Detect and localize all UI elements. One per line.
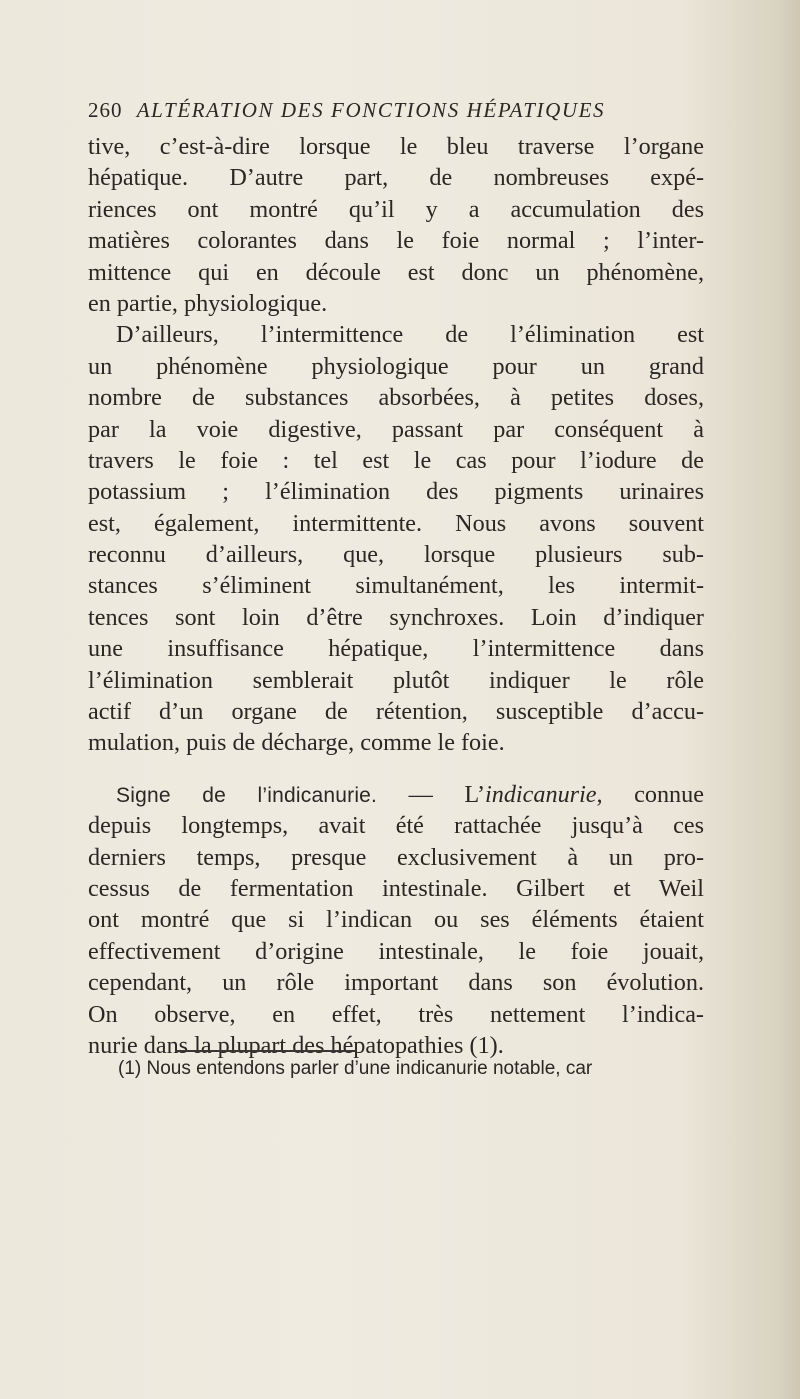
text-line: derniers temps, presque exclusivement à un pro- bbox=[88, 843, 704, 871]
heading-dash: — bbox=[377, 780, 465, 808]
text-line: matières colorantes dans le foie normal ; l’inter- bbox=[88, 227, 704, 255]
text-line: cependant, un rôle important dans son évolution. bbox=[88, 969, 704, 997]
text-line: actif d’un organe de rétention, susceptible d’accu- bbox=[88, 698, 704, 726]
section-heading-line bbox=[88, 779, 704, 810]
text-line: stances s’éliminent simultanément, les intermit- bbox=[88, 572, 704, 600]
text-line: D’ailleurs, l’intermittence de l’élimination est bbox=[116, 321, 704, 349]
text-line: tive, c’est-à-dire lorsque le bleu traverse l’organe bbox=[88, 133, 704, 160]
text-line: en partie, physiologique. bbox=[88, 289, 328, 317]
footnote-rule bbox=[175, 1050, 357, 1052]
text-line: est, également, intermittente. Nous avons souvent bbox=[88, 509, 704, 537]
text-line: riences ont montré qu’il y a accumulation des bbox=[88, 195, 704, 223]
text-line: ont montré que si l’indican ou ses éléments étaient bbox=[88, 906, 704, 934]
footnote: (1) Nous entendons parler d’une indicanurie notable, car bbox=[118, 1058, 593, 1079]
section-heading: Signe de l’indicanurie. bbox=[116, 783, 378, 807]
page-number: 260 bbox=[88, 98, 123, 122]
text-line: hépatique. D’autre part, de nombreuses expé- bbox=[88, 164, 704, 192]
text-line: effectivement d’origine intestinale, le foie jouait, bbox=[88, 937, 704, 965]
body-text bbox=[88, 131, 704, 1061]
running-header bbox=[88, 98, 708, 123]
term-italic: indicanurie, bbox=[485, 780, 603, 808]
text-line: reconnu d’ailleurs, que, lorsque plusieurs sub- bbox=[88, 541, 704, 569]
text-line: travers le foie : tel est le cas pour l’iodure de bbox=[88, 446, 704, 474]
text-line: depuis longtemps, avait été rattachée jusqu’à ces bbox=[88, 812, 704, 840]
paragraph-gap bbox=[88, 759, 704, 779]
text-line: par la voie digestive, passant par conséquent à bbox=[88, 415, 704, 443]
text-line: nurie dans la plupart des hépatopathies (1). bbox=[88, 1031, 504, 1059]
text-line: On observe, en effet, très nettement l’indica- bbox=[88, 1000, 704, 1028]
text-line: potassium ; l’élimination des pigments urinaires bbox=[88, 478, 704, 506]
text-line: cessus de fermentation intestinale. Gilbert et Weil bbox=[88, 874, 704, 902]
text-line: mittence qui en découle est donc un phénomène, bbox=[88, 258, 704, 286]
term-prefix: L’ bbox=[464, 780, 486, 808]
text-line: une insuffisance hépatique, l’intermittence dans bbox=[88, 635, 704, 663]
text-line: tences sont loin d’être synchroxes. Loin d’indiquer bbox=[88, 603, 704, 631]
text-line: un phénomène physiologique pour un grand bbox=[88, 352, 704, 380]
text-line: mulation, puis de décharge, comme le foie. bbox=[88, 729, 505, 757]
line-rest: connue bbox=[602, 780, 704, 808]
running-title: ALTÉRATION DES FONCTIONS HÉPATIQUES bbox=[136, 98, 606, 122]
text-line: l’élimination semblerait plutôt indiquer le rôle bbox=[88, 666, 704, 694]
text-line: nombre de substances absorbées, à petites doses, bbox=[88, 384, 704, 412]
